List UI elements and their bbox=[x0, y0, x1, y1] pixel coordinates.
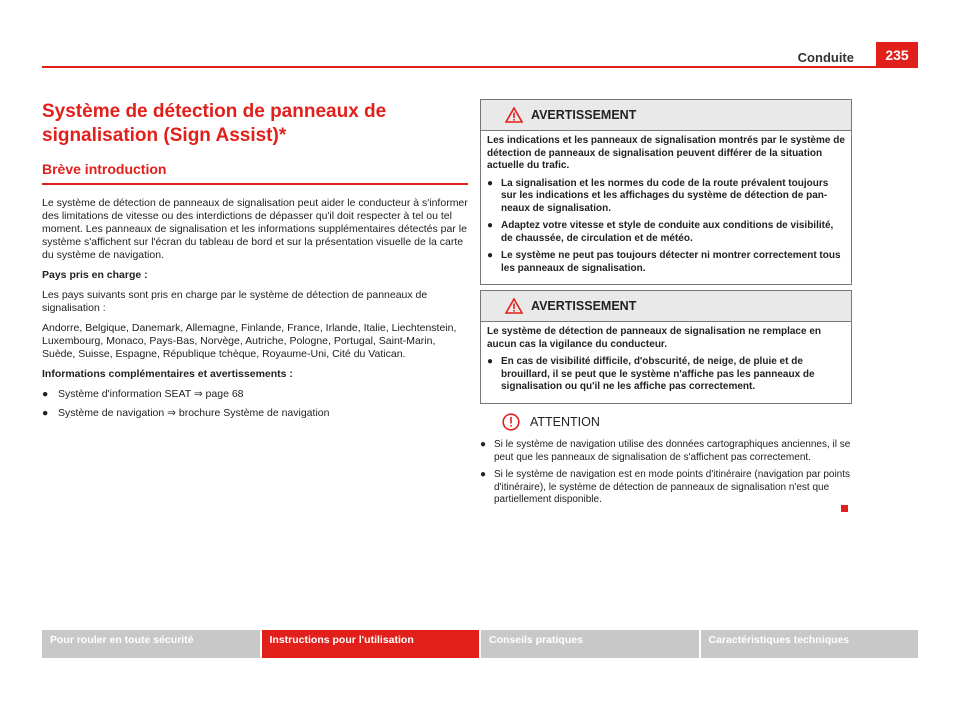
warning-box-2 bbox=[480, 290, 852, 404]
left-column bbox=[42, 100, 468, 426]
attention-title: ATTENTION bbox=[530, 415, 600, 429]
warning-header bbox=[481, 100, 851, 131]
attention-item bbox=[480, 469, 852, 507]
header-rule bbox=[42, 66, 876, 68]
warning-triangle-icon bbox=[505, 107, 523, 123]
footer-tab-instructions[interactable]: Instructions pour l'utilisation bbox=[262, 630, 480, 658]
bullet-icon: ● bbox=[487, 250, 494, 261]
bullet-icon: ● bbox=[487, 356, 494, 367]
section-title: Système de détection de panneaux de signalisation (Sign Assist)* bbox=[42, 101, 387, 146]
list-item bbox=[42, 407, 468, 420]
warning-intro: Les indications et les panneaux de signalisation montrés par le système de détection de panneaux de signalisation peuvent différer de la situation actuelle du trafic. bbox=[487, 135, 845, 171]
attention-item-text: Si le système de navigation est en mode points d'itinéraire (navigation par points d'itinéraire), le système de détection de panneaux de signalisation n'est que partiellement disponible. bbox=[494, 469, 851, 505]
subsection-rule bbox=[42, 183, 468, 185]
bullet-icon: ● bbox=[480, 439, 487, 450]
bullet-icon: ● bbox=[42, 407, 49, 419]
warning-body bbox=[481, 322, 851, 403]
warning-intro: Le système de détection de panneaux de signalisation ne remplace en aucun cas la vigilance du conducteur. bbox=[487, 326, 821, 350]
attention-box bbox=[480, 409, 852, 512]
footer-tab-specs[interactable]: Caractéristiques techniques bbox=[701, 630, 919, 658]
warning-title: AVERTISSEMENT bbox=[531, 299, 637, 313]
footer-nav bbox=[42, 630, 918, 658]
bullet-icon: ● bbox=[487, 220, 494, 231]
list-item-text[interactable]: Système d'information SEAT ⇒ page 68 bbox=[58, 388, 244, 400]
warning-item-text: En cas de visibilité difficile, d'obscurité, de neige, de pluie et de brouillard, il se peut que le système n'affiche pas les panneaux de signalisation ou qu'il ne les affiche pas correctement. bbox=[501, 356, 815, 392]
countries-label: Pays pris en charge : bbox=[42, 269, 148, 281]
warning-item-text: Le système ne peut pas toujours détecter ni montrer correctement tous les panneaux de signalisation. bbox=[501, 250, 841, 274]
warning-item bbox=[487, 220, 845, 245]
warning-title: AVERTISSEMENT bbox=[531, 108, 637, 122]
bullet-icon: ● bbox=[480, 469, 487, 480]
warning-item bbox=[487, 178, 845, 216]
warning-triangle-icon bbox=[505, 298, 523, 314]
page-number: 235 bbox=[876, 42, 918, 68]
attention-item bbox=[480, 439, 852, 464]
warning-item bbox=[487, 356, 845, 394]
more-info-label: Informations complémentaires et avertissements : bbox=[42, 368, 293, 380]
footer-tab-tips[interactable]: Conseils pratiques bbox=[481, 630, 699, 658]
bullet-icon: ● bbox=[487, 177, 494, 189]
warning-item-text: Adaptez votre vitesse et style de conduite aux conditions de visibilité, de chaussée, de circulation et de météo. bbox=[501, 220, 834, 244]
warning-box-1 bbox=[480, 99, 852, 285]
bullet-icon: ● bbox=[42, 388, 49, 400]
attention-body bbox=[480, 439, 852, 507]
warning-item bbox=[487, 250, 845, 275]
warning-body bbox=[481, 131, 851, 284]
list-item-text[interactable]: Système de navigation ⇒ brochure Système de navigation bbox=[58, 407, 330, 419]
intro-paragraph: Le système de détection de panneaux de signalisation peut aider le conducteur à s'informer des limitations de vitesse ou des interdictions de dépasser qu'il doit respecter à tel ou tel moment. Les panneaux de signalisation et les informations supplémentaires détectés par le système s'affichent sur l'écran du tableau de bord et sur la présentation visuelle de la carte du système de navigation. bbox=[42, 197, 468, 261]
attention-circle-icon bbox=[502, 413, 520, 431]
subsection-title: Brève introduction bbox=[42, 161, 167, 177]
warning-item-text: La signalisation et les normes du code de la route prévalent toujours sur les indications et les affichages du système de détection de panneaux de signalisation. bbox=[501, 177, 829, 214]
footer-tab-safety[interactable]: Pour rouler en toute sécurité bbox=[42, 630, 260, 658]
countries-intro: Les pays suivants sont pris en charge par le système de détection de panneaux de signalisation : bbox=[42, 289, 428, 314]
attention-header bbox=[480, 409, 852, 435]
warning-header bbox=[481, 291, 851, 322]
countries-list: Andorre, Belgique, Danemark, Allemagne, Finlande, France, Irlande, Italie, Liechtenstein, Luxembourg, Monaco, Pays-Bas, Norvège, Autriche, Pologne, Portugal, Saint-Marin, Suède, Suisse, Espagne, République tchèque, Royaume-Uni, Cité du Vatican. bbox=[42, 322, 457, 360]
attention-item-text: Si le système de navigation utilise des données cartographiques anciennes, il se peut que les panneaux de signalisation de s'affichent pas correctement. bbox=[494, 439, 851, 463]
list-item bbox=[42, 388, 468, 401]
chapter-title: Conduite bbox=[797, 50, 854, 65]
section-end-marker bbox=[841, 505, 848, 512]
